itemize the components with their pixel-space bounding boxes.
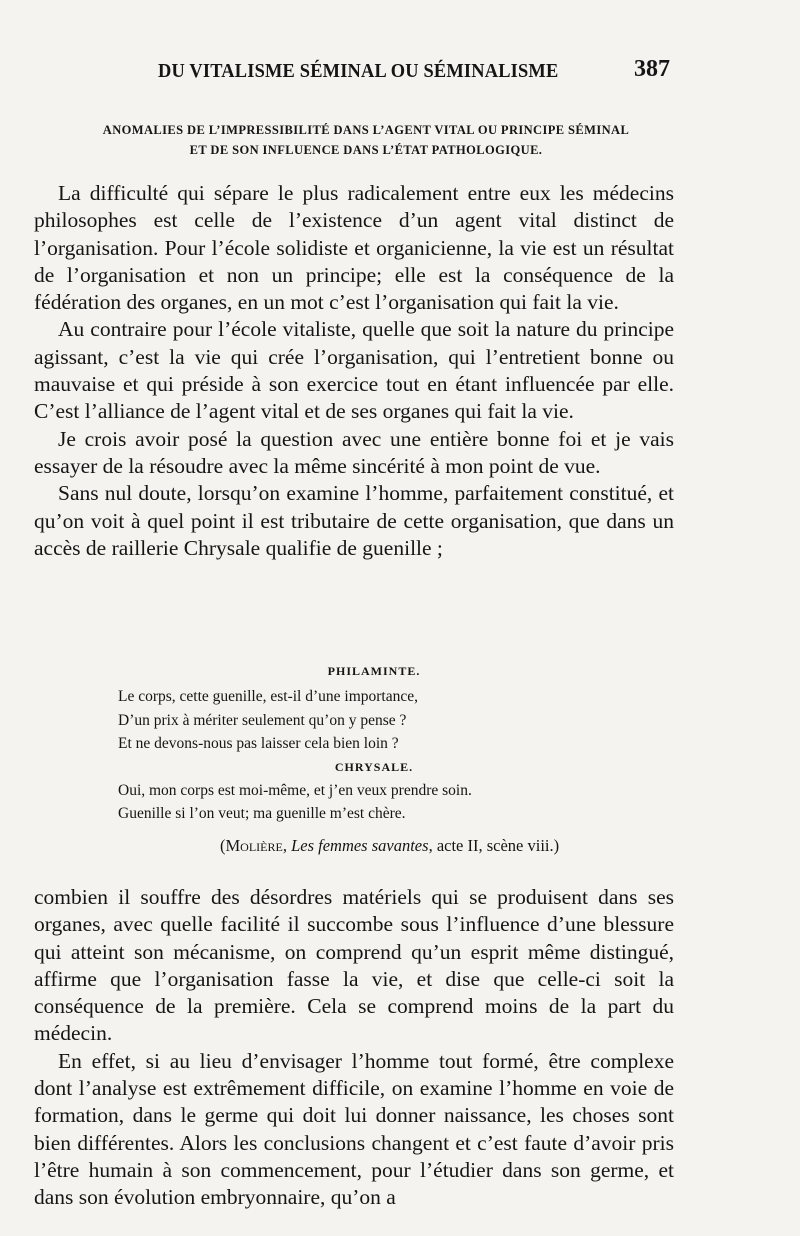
- paragraph: combien il souffre des désordres matériels qui se produisent dans ses organes, avec quelle facilité il succombe sous l’influence d’une blessure qui atteint son mécanisme, on comprend qu’un esprit même distingué, affirme que l’organisation fasse la vie, et dise que celle-ci soit la conséquence de la première. Cela se comprend moins de la part du médecin.: [34, 885, 674, 1046]
- verse-line: Le corps, cette guenille, est-il d’une importance,: [118, 688, 418, 705]
- page-number: 387: [634, 56, 670, 82]
- paragraph: Sans nul doute, lorsqu’on examine l’homme, parfaitement constitué, et qu’on voit à quel point il est tributaire de cette organisation, que dans un accès de raillerie Chrysale qualifie de guenille ;: [34, 481, 674, 560]
- speaker-philaminte: PHILAMINTE.: [327, 664, 421, 678]
- citation-separator: ,: [282, 836, 292, 855]
- page-header: [0, 56, 800, 86]
- body-text-bottom: [34, 884, 674, 1212]
- verse-line: Oui, mon corps est moi-même, et j’en veux prendre soin.: [118, 781, 472, 799]
- paragraph: Au contraire pour l’école vitaliste, quelle que soit la nature du principe agissant, c’est la vie qui crée l’organisation, qui l’entretient bonne ou mauvaise et qui préside à son exercice tout en étant influencée par elle. C’est l’alliance de l’agent vital et de ses organes qui fait la vie.: [34, 317, 674, 424]
- citation-work: Les femmes savantes: [291, 836, 429, 855]
- section-heading-line-1: ANOMALIES DE L’IMPRESSIBILITÉ DANS L’AGENT VITAL OU PRINCIPE SÉMINAL: [102, 123, 630, 137]
- section-heading: [38, 120, 694, 160]
- running-title: DU VITALISME SÉMINAL OU SÉMINALISME: [158, 60, 559, 82]
- citation-open: (: [220, 836, 226, 855]
- speaker-chrysale: CHRYSALE.: [334, 759, 414, 774]
- verse-line: D’un prix à mériter seulement qu’on y pense ?: [118, 711, 407, 729]
- verse-quotation: [34, 664, 674, 826]
- body-text-top: [34, 180, 674, 562]
- paragraph: En effet, si au lieu d’envisager l’homme tout formé, être complexe dont l’analyse est extrêmement difficile, on examine l’homme en voie de formation, dans le germe qui doit lui donner naissance, les choses sont bien différentes. Alors les conclusions changent et c’est faute d’avoir pris l’être humain à son commencement, pour l’étudier dans son germe, et dans son évolution embryonnaire, qu’on a: [34, 1048, 674, 1210]
- section-heading-line-2: ET DE SON INFLUENCE DANS L’ÉTAT PATHOLOGIQUE.: [189, 143, 543, 157]
- paragraph: La difficulté qui sépare le plus radicalement entre eux les médecins philosophes est celle de l’existence d’un agent vital distinct de l’organisation. Pour l’école solidiste et organicienne, la vie est un résultat de l’organisation et non un principe; elle est la conséquence de la fédération des organes, en un mot c’est l’organisation qui fait la vie.: [34, 181, 674, 315]
- citation-author: Molière: [225, 836, 283, 855]
- verse-line: Et ne devons-nous pas laisser cela bien loin ?: [118, 735, 399, 752]
- paragraph: Je crois avoir posé la question avec une entière bonne foi et je vais essayer de la résoudre avec la même sincérité à mon point de vue.: [34, 426, 674, 478]
- citation-rest: , acte II, scène viii.): [428, 836, 560, 855]
- verse-line: Guenille si l’on veut; ma guenille m’est chère.: [118, 805, 406, 822]
- citation: [220, 836, 559, 856]
